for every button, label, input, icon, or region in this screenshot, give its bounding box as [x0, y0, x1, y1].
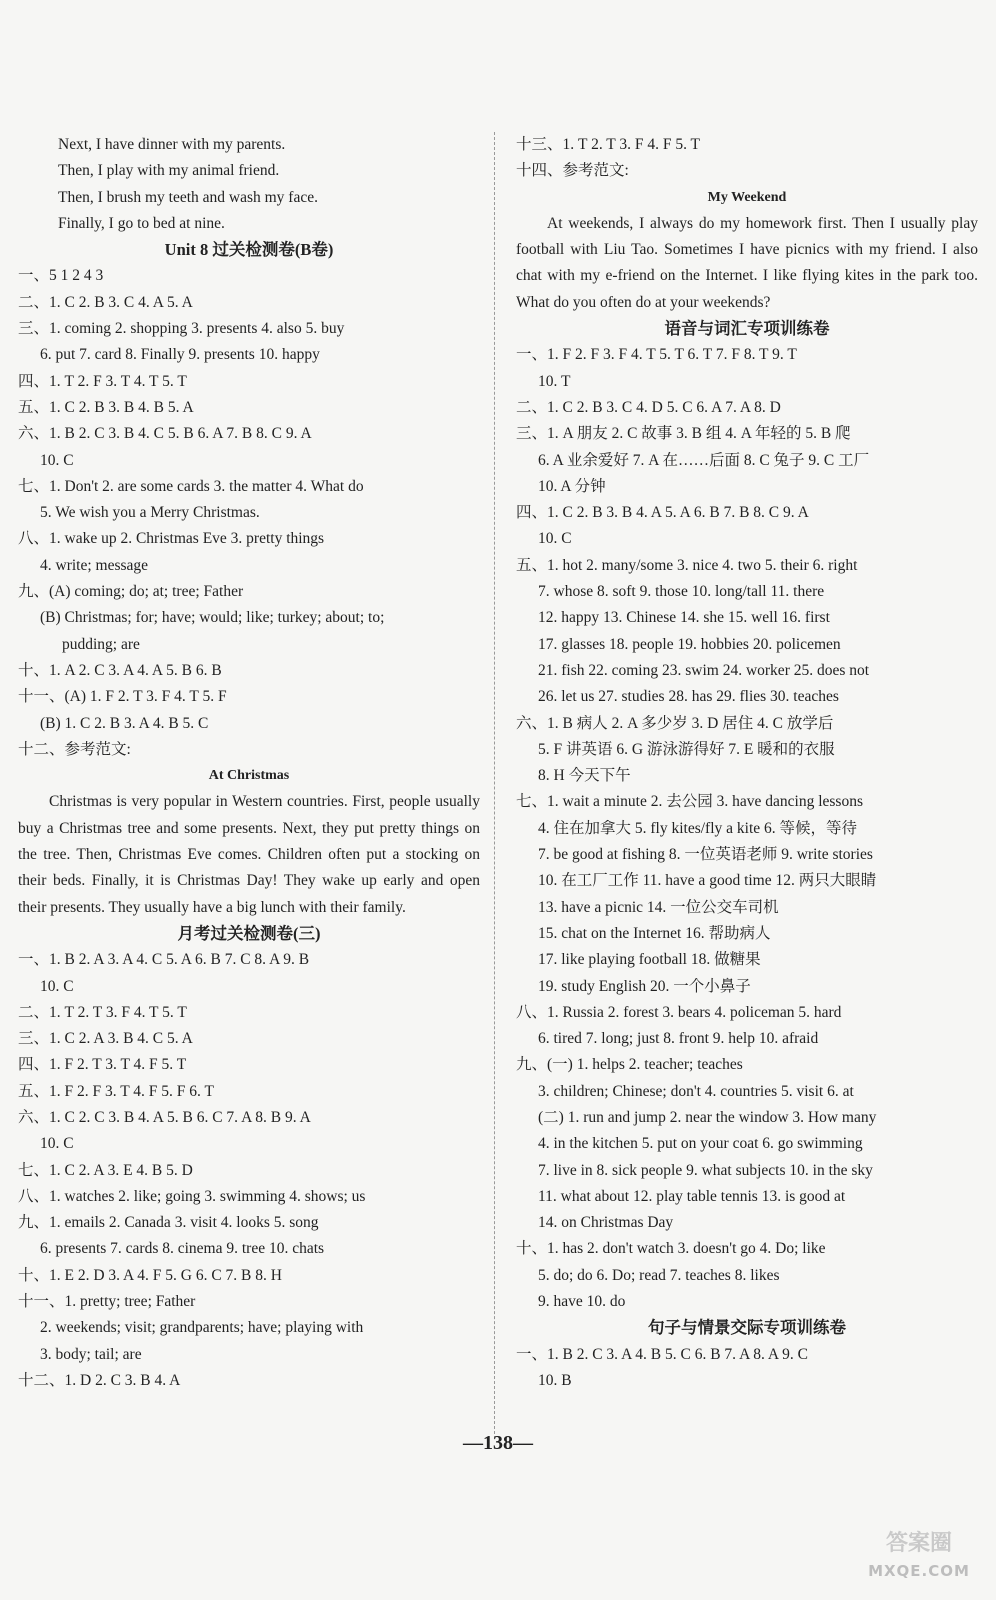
answer-line: 5. do; do 6. Do; read 7. teaches 8. likes — [538, 1266, 780, 1284]
left-column — [18, 132, 480, 1394]
answer-line: 九、1. emails 2. Canada 3. visit 4. looks 5. song — [18, 1214, 319, 1232]
answer-line: (B) Christmas; for; have; would; like; turkey; about; to; — [40, 609, 385, 627]
answer-line: 八、1. Russia 2. forest 3. bears 4. policeman 5. hard — [516, 1003, 842, 1021]
essay-title: My Weekend — [707, 189, 787, 205]
answer-line: 四、1. F 2. T 3. T 4. F 5. T — [18, 1056, 187, 1074]
section-heading: 语音与词汇专项训练卷 — [664, 319, 830, 339]
answer-line: 6. tired 7. long; just 8. front 9. help 10. afraid — [538, 1030, 819, 1048]
watermark-logo — [860, 1524, 978, 1584]
answer-line: Then, I play with my animal friend. — [58, 162, 280, 180]
answer-line: 6. presents 7. cards 8. cinema 9. tree 10. chats — [40, 1240, 325, 1258]
answer-line: 19. study English 20. 一个小鼻子 — [538, 977, 751, 995]
answer-line: 七、1. C 2. A 3. E 4. B 5. D — [18, 1161, 193, 1179]
answer-line: 15. chat on the Internet 16. 帮助病人 — [538, 924, 771, 942]
answer-line: 5. We wish you a Merry Christmas. — [40, 504, 260, 522]
answer-line: 10. C — [40, 451, 74, 469]
answer-line: 10. B — [538, 1371, 572, 1389]
answer-line: 13. have a picnic 14. 一位公交车司机 — [538, 898, 779, 916]
answer-line: 十、1. A 2. C 3. A 4. A 5. B 6. B — [18, 661, 222, 679]
answer-line: 4. write; message — [40, 556, 149, 574]
answer-line: 7. be good at fishing 8. 一位英语老师 9. write stories — [538, 846, 873, 864]
answer-line: 一、1. F 2. F 3. F 4. T 5. T 6. T 7. F 8. T 9. T — [516, 346, 797, 364]
answer-line: 六、1. B 2. C 3. B 4. C 5. B 6. A 7. B 8. C 9. A — [18, 425, 312, 443]
section-heading: 月考过关检测卷(三) — [177, 923, 321, 943]
answer-line: Finally, I go to bed at nine. — [58, 214, 225, 232]
answer-line: (二) 1. run and jump 2. near the window 3. How many — [538, 1108, 877, 1126]
answer-line: 二、1. C 2. B 3. C 4. D 5. C 6. A 7. A 8. D — [516, 398, 781, 416]
answer-line: 二、1. C 2. B 3. C 4. A 5. A — [18, 293, 193, 311]
answer-line: (B) 1. C 2. B 3. A 4. B 5. C — [40, 714, 209, 732]
answer-line: 17. like playing football 18. 做糖果 — [538, 951, 761, 969]
answer-line: 五、1. hot 2. many/some 3. nice 4. two 5. their 6. right — [516, 556, 858, 574]
section-heading: Unit 8 过关检测卷(B卷) — [164, 240, 334, 260]
right-column — [516, 132, 978, 1394]
answer-line: 四、1. C 2. B 3. B 4. A 5. A 6. B 7. B 8. C 9. A — [516, 504, 809, 522]
answer-line: 3. children; Chinese; don't 4. countries 5. visit 6. at — [538, 1082, 854, 1100]
answer-line: 三、1. coming 2. shopping 3. presents 4. also 5. buy — [18, 320, 345, 338]
answer-line: Then, I brush my teeth and wash my face. — [58, 188, 318, 206]
answer-line: 7. live in 8. sick people 9. what subjects 10. in the sky — [538, 1161, 873, 1179]
answer-line: 4. 住在加拿大 5. fly kites/fly a kite 6. 等候，等待 — [538, 819, 858, 837]
answer-line: 三、1. A 朋友 2. C 故事 3. B 组 4. A 年轻的 5. B 爬 — [516, 425, 851, 443]
answer-line: 6. put 7. card 8. Finally 9. presents 10. happy — [40, 346, 320, 364]
answer-line: 十、1. E 2. D 3. A 4. F 5. G 6. C 7. B 8. H — [18, 1266, 282, 1284]
answer-line: 六、1. B 病人 2. A 多少岁 3. D 居住 4. C 放学后 — [516, 714, 834, 732]
answer-line: 10. 在工厂工作 11. have a good time 12. 两只大眼睛 — [538, 872, 877, 890]
answer-line: 九、(A) coming; do; at; tree; Father — [18, 583, 244, 601]
answer-line: pudding; are — [62, 635, 140, 653]
answer-line: 二、1. T 2. T 3. F 4. T 5. T — [18, 1003, 187, 1021]
answer-line: 十二、参考范文: — [18, 740, 131, 758]
answer-line: 五、1. F 2. F 3. T 4. F 5. F 6. T — [18, 1082, 214, 1100]
answer-line: 26. let us 27. studies 28. has 29. flies 30. teaches — [538, 688, 839, 706]
essay-paragraph: Christmas is very popular in Western countries. First, people usually buy a Christmas tree and some presents. Next, they put pretty things on the tree. Then, Christmas Eve comes. Children often put a stocking on their beds. Finally, it is Christmas Day! They wake up early and open their presents. They usually have a big lunch with their family. — [18, 793, 480, 916]
answer-line: 10. A 分钟 — [538, 477, 606, 495]
answer-line: 三、1. C 2. A 3. B 4. C 5. A — [18, 1030, 193, 1048]
answer-line: 10. T — [538, 372, 571, 390]
answer-line: 八、1. watches 2. like; going 3. swimming 4. shows; us — [18, 1187, 366, 1205]
answer-line: 一、1. B 2. C 3. A 4. B 5. C 6. B 7. A 8. A 9. C — [516, 1345, 808, 1363]
answer-line: 12. happy 13. Chinese 14. she 15. well 16. first — [538, 609, 830, 627]
answer-line: 七、1. wait a minute 2. 去公园 3. have dancing lessons — [516, 793, 863, 811]
answer-line: 八、1. wake up 2. Christmas Eve 3. pretty things — [18, 530, 325, 548]
answer-line: 五、1. C 2. B 3. B 4. B 5. A — [18, 398, 194, 416]
page-number: —138— — [463, 1432, 533, 1454]
answer-line: Next, I have dinner with my parents. — [58, 136, 286, 153]
answer-line: 十三、1. T 2. T 3. F 4. F 5. T — [516, 136, 701, 153]
answer-line: 九、(一) 1. helps 2. teacher; teaches — [516, 1056, 743, 1074]
answer-line: 十四、参考范文: — [516, 162, 629, 180]
answer-line: 一、1. B 2. A 3. A 4. C 5. A 6. B 7. C 8. A 9. B — [18, 951, 310, 969]
answer-line: 6. A 业余爱好 7. A 在……后面 8. C 兔子 9. C 工厂 — [538, 451, 870, 469]
answer-line: 9. have 10. do — [538, 1293, 626, 1311]
answer-line: 十二、1. D 2. C 3. B 4. A — [18, 1371, 181, 1389]
answer-line: 21. fish 22. coming 23. swim 24. worker 25. does not — [538, 661, 870, 679]
watermark-url: MXQE.COM — [868, 1562, 970, 1580]
answer-line: 四、1. T 2. F 3. T 4. T 5. T — [18, 372, 187, 390]
answer-line: 7. whose 8. soft 9. those 10. long/tall 11. there — [538, 583, 825, 601]
answer-line: 4. in the kitchen 5. put on your coat 6. go swimming — [538, 1135, 863, 1153]
answer-line: 十、1. has 2. don't watch 3. doesn't go 4. Do; like — [516, 1240, 826, 1258]
answer-line: 17. glasses 18. people 19. hobbies 20. policemen — [538, 635, 841, 653]
answer-line: 七、1. Don't 2. are some cards 3. the matter 4. What do — [18, 477, 364, 495]
essay-paragraph: At weekends, I always do my homework first. Then I usually play football with Liu Tao. Sometimes I have picnics with my friend. I also chat with my e-friend on the Internet. I like flying kites in the park too. What do you often do at your weekends? — [516, 214, 978, 311]
section-heading: 句子与情景交际专项训练卷 — [648, 1318, 846, 1338]
answer-line: 六、1. C 2. C 3. B 4. A 5. B 6. C 7. A 8. B 9. A — [18, 1108, 311, 1126]
watermark-word: 答案圈 — [885, 1531, 953, 1556]
answer-line: 十一、(A) 1. F 2. T 3. F 4. T 5. F — [18, 688, 227, 706]
answer-line: 8. H 今天下午 — [538, 767, 631, 785]
answer-line: 11. what about 12. play table tennis 13. is good at — [538, 1187, 846, 1205]
answer-line: 10. C — [538, 530, 572, 548]
answer-line: 5. F 讲英语 6. G 游泳游得好 7. E 暖和的衣服 — [538, 740, 835, 758]
answer-line: 10. C — [40, 1135, 74, 1153]
answer-line: 十一、1. pretty; tree; Father — [18, 1293, 196, 1311]
answer-line: 3. body; tail; are — [40, 1345, 142, 1363]
column-divider — [494, 132, 495, 1434]
answer-line: 2. weekends; visit; grandparents; have; playing with — [40, 1319, 364, 1337]
answer-line: 10. C — [40, 977, 74, 995]
essay-title: At Christmas — [208, 768, 290, 784]
answer-line: 14. on Christmas Day — [538, 1214, 674, 1232]
answer-line: 一、5 1 2 4 3 — [18, 267, 104, 285]
